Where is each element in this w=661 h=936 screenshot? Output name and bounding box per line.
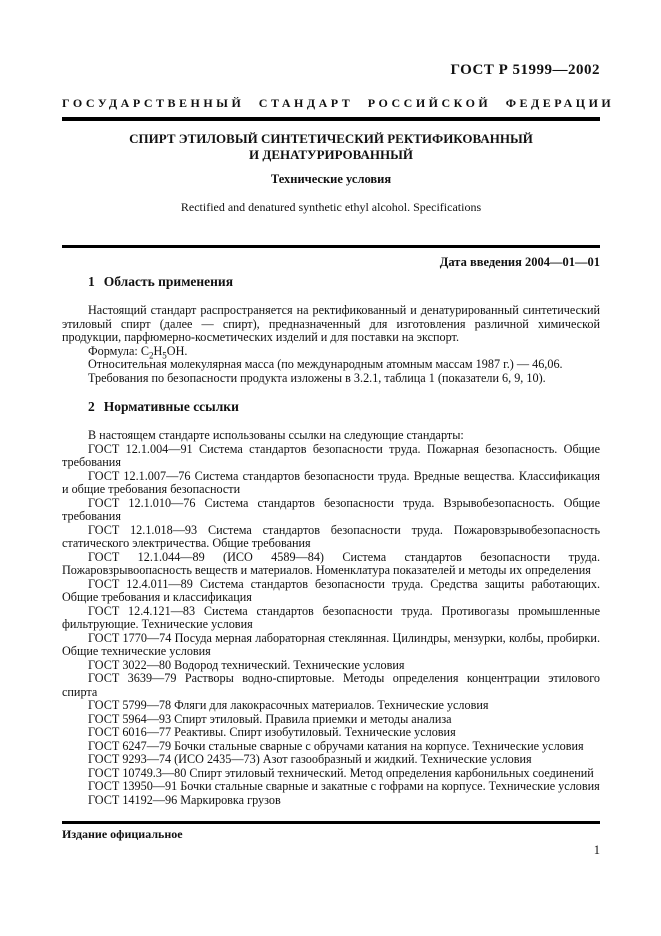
- reference-item: ГОСТ 12.1.018—93 Система стандартов безопасности труда. Пожаровзрывобезопасность статического электричества. Общие требования: [62, 522, 600, 550]
- reference-item: ГОСТ 12.4.011—89 Система стандартов безопасности труда. Средства защиты работающих. Общие требования и классификация: [62, 576, 600, 604]
- section-1-heading: [88, 274, 600, 289]
- section-2-intro: В настоящем стандарте использованы ссылки на следующие стандарты:: [88, 428, 464, 442]
- effective-date: Дата введения 2004—01—01: [439, 255, 600, 269]
- top-rule: [62, 117, 600, 121]
- bottom-rule: [62, 821, 600, 824]
- doc-title-line2: И ДЕНАТУРИРОВАННЫЙ: [249, 147, 413, 162]
- doc-number: ГОСТ Р 51999—2002: [450, 62, 600, 78]
- reference-item: ГОСТ 9293—74 (ИСО 2435—73) Азот газообразный и жидкий. Технические условия: [88, 752, 532, 766]
- reference-item: ГОСТ 5799—78 Фляги для лакокрасочных материалов. Технические условия: [88, 698, 489, 712]
- reference-item: ГОСТ 3022—80 Водород технический. Технические условия: [88, 657, 405, 672]
- federal-standard-header: ГОСУДАРСТВЕННЫЙ СТАНДАРТ РОССИЙСКОЙ ФЕДЕРАЦИИ: [62, 96, 615, 110]
- reference-item: ГОСТ 12.1.010—76 Система стандартов безопасности труда. Взрывобезопасность. Общие требования: [62, 495, 600, 523]
- section-2-heading: [88, 399, 600, 414]
- doc-title-line1: СПИРТ ЭТИЛОВЫЙ СИНТЕТИЧЕСКИЙ РЕКТИФИКОВАННЫЙ: [129, 131, 533, 146]
- reference-item: ГОСТ 13950—91 Бочки стальные сварные и закатные с гофрами на корпусе. Технические условия: [88, 779, 600, 793]
- reference-item: ГОСТ 5964—93 Спирт этиловый. Правила приемки и методы анализа: [88, 711, 452, 726]
- formula-subscript-2: 2: [148, 349, 154, 360]
- section-1-paragraph-safety: Требования по безопасности продукта изложены в 3.2.1, таблица 1 (показатели 6, 9, 10).: [88, 370, 546, 385]
- reference-item: ГОСТ 12.1.007—76 Система стандартов безопасности труда. Вредные вещества. Классификация и общие требования безопасности: [62, 468, 600, 496]
- reference-item: ГОСТ 14192—96 Маркировка грузов: [88, 792, 281, 807]
- section-2-title: Нормативные ссылки: [103, 399, 239, 414]
- reference-item: ГОСТ 12.1.044—89 (ИСО 4589—84) Система стандартов безопасности труда. Пожаровзрывоопасность веществ и материалов. Номенклатура показателей и методы их определения: [62, 549, 600, 577]
- mid-rule: [62, 245, 600, 248]
- formula-prefix: Формула: C: [88, 343, 149, 358]
- section-2-number: 2: [88, 399, 95, 414]
- reference-item: ГОСТ 10749.3—80 Спирт этиловый технический. Метод определения карбонильных соединений: [88, 765, 594, 780]
- doc-title-english: Rectified and denatured synthetic ethyl alcohol. Specifications: [180, 200, 482, 214]
- formula-mid: H: [153, 343, 163, 358]
- formula-subscript-5: 5: [162, 349, 167, 360]
- formula-line: [62, 345, 600, 359]
- section-1-number: 1: [88, 274, 95, 289]
- reference-item: ГОСТ 12.1.004—91 Система стандартов безопасности труда. Пожарная безопасность. Общие требования: [62, 441, 600, 469]
- page-number: 1: [593, 843, 600, 857]
- references-list: [62, 443, 600, 808]
- official-edition-note: Издание официальное: [62, 827, 183, 841]
- reference-item: ГОСТ 3639—79 Растворы водно-спиртовые. Методы определения концентрации этилового спирта: [62, 671, 600, 699]
- reference-item: ГОСТ 1770—74 Посуда мерная лабораторная стеклянная. Цилиндры, мензурки, колбы, пробирки. Общие технические условия: [62, 630, 600, 658]
- section-1-paragraph-scope: Настоящий стандарт распространяется на ректификованный и денатурированный синтетический этиловый спирт (далее — спирт), предназначенный для изготовления различной химической продукции, парфюмерно-косметических изделий и для поставки на экспорт.: [62, 303, 600, 344]
- reference-item: ГОСТ 6247—79 Бочки стальные сварные с обручами катания на корпусе. Технические условия: [88, 738, 584, 753]
- doc-title: [62, 131, 600, 163]
- formula-suffix: OH.: [166, 343, 188, 358]
- section-1-paragraph-molecular-mass: Относительная молекулярная масса (по международным атомным массам 1987 г.) — 46,06.: [88, 357, 563, 371]
- document-body: [62, 274, 600, 807]
- section-1-title: Область применения: [103, 274, 234, 289]
- doc-subtitle: Технические условия: [270, 172, 392, 186]
- reference-item: ГОСТ 6016—77 Реактивы. Спирт изобутиловый. Технические условия: [88, 725, 456, 739]
- reference-item: ГОСТ 12.4.121—83 Система стандартов безопасности труда. Противогазы промышленные фильтрующие. Технические условия: [62, 603, 600, 631]
